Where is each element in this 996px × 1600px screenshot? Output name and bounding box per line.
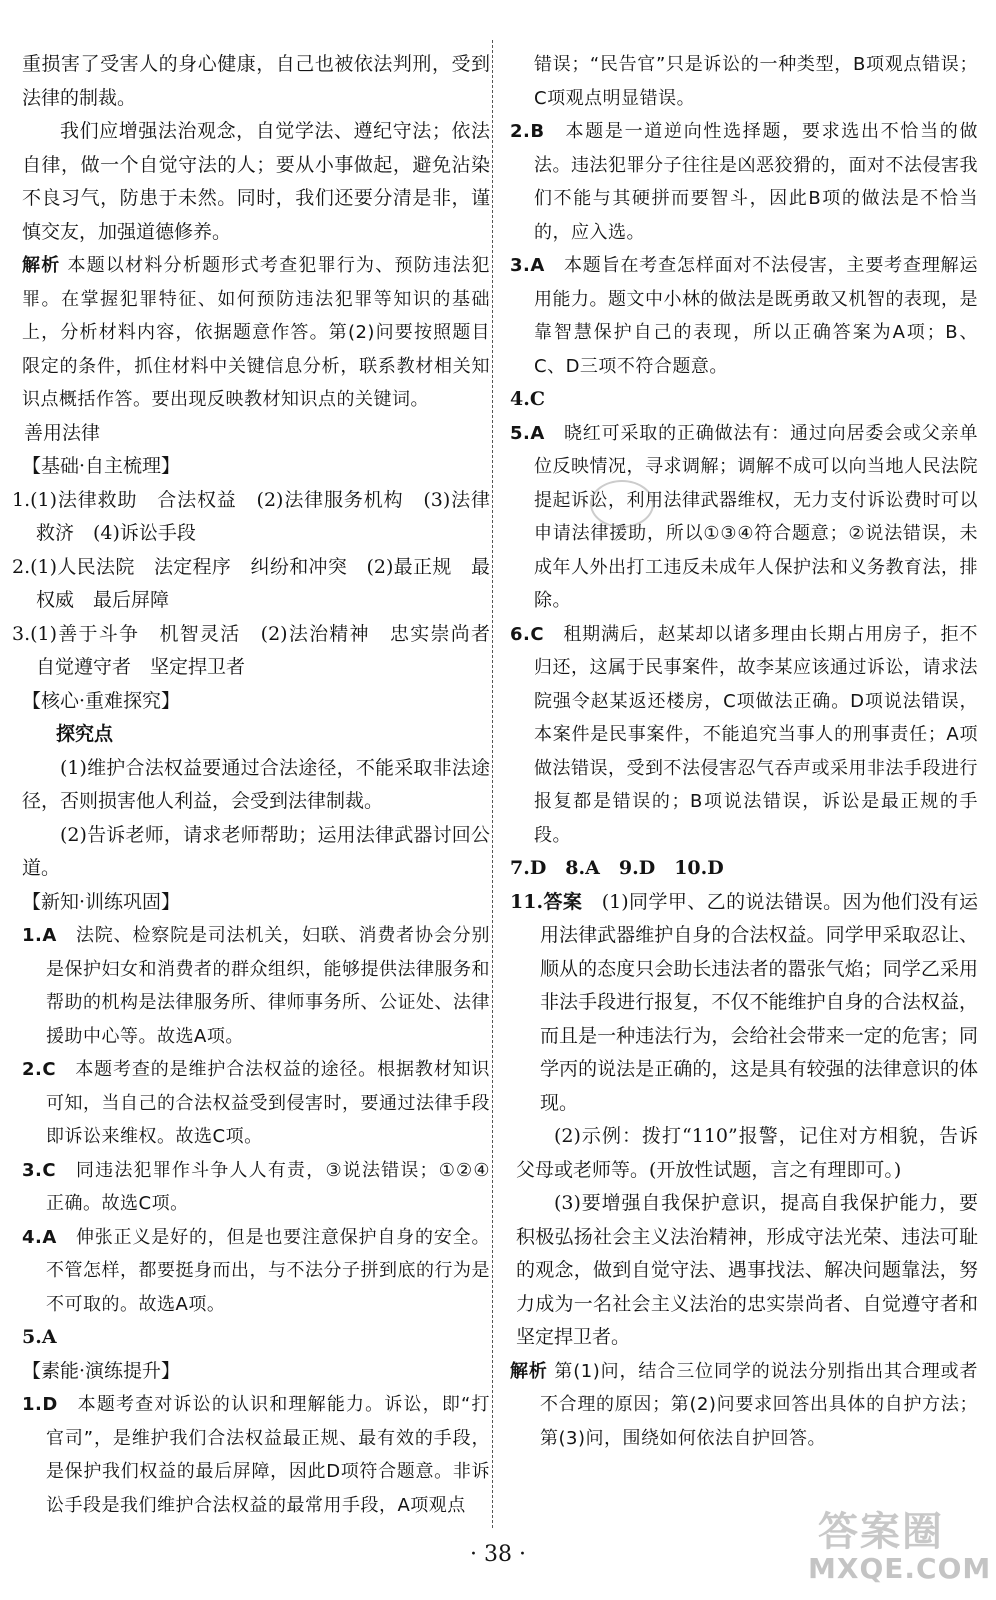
section-heading-ability: 【素能·演练提升】 <box>22 1359 181 1382</box>
item-text: 伸张正义是好的，但是也要注意保护自身的安全。不管怎样，都要挺身而出，与不法分子拼到底的行为是不可取的。故选A项。 <box>46 1226 490 1315</box>
item-text: 晓红可采取的正确做法有：通过向居委会或父亲单位反映情况，寻求调解；调解不成可以向当地人民法院提起诉讼，利用法律武器维权，无力支付诉讼费时可以申请法律援助，所以①③④符合题意；②说法错误，未成年人外出打工违反未成年人保护法和义务教育法，排除。 <box>534 422 978 611</box>
ability-item-6 <box>510 618 978 853</box>
section-heading-core: 【核心·重难探究】 <box>22 689 181 712</box>
left-column <box>12 48 510 1522</box>
ability-item-3 <box>510 249 978 383</box>
answer-continuation: 重损害了受害人的身心健康，自己也被依法判刑，受到法律的制裁。 <box>22 53 490 109</box>
lesson-title: 善用法律 <box>24 421 101 444</box>
item-number: 6.C <box>510 623 545 645</box>
item-number: 11. <box>510 890 544 913</box>
explore-answer-1: (1)维护合法权益要通过合法途径，不能采取非法途径，否则损害他人利益，会受到法律制裁。 <box>22 756 490 812</box>
practice-item-4 <box>22 1221 490 1322</box>
analysis-block <box>22 249 490 417</box>
analysis-text: 第(1)问，结合三位同学的说法分别指出其合理或者不合理的原因；第(2)问要求回答出具体的自护方法；第(3)问，围绕如何依法自护回答。 <box>540 1360 978 1449</box>
item-text: 本题考查的是维护合法权益的途径。根据教材知识可知，当自己的合法权益受到侵害时，要通过法律手段即诉讼来维权。故选C项。 <box>46 1059 490 1147</box>
item-text: 租期满后，赵某却以诸多理由长期占用房子，拒不归还，这属于民事案件，故李某应该通过诉讼，请求法院强令赵某返还楼房，C项做法正确。D项说法错误，本案件是民事案件，不能追究当事人的刑事责任；A项做法错误，受到不法侵害忍气吞声或采用非法手段进行报复都是错误的；B项说法错误，诉讼是最正规的手段。 <box>534 623 978 846</box>
section-heading-basic: 【基础·自主梳理】 <box>22 455 181 477</box>
item-text: 同违法犯罪作斗争人人有责，③说法错误；①②④正确。故选C项。 <box>46 1159 491 1214</box>
basic-item-3: 3.(1)善于斗争 机智灵活 (2)法治精神 忠实崇尚者 自觉遵守者 坚定捍卫者 <box>12 622 510 678</box>
answer-paragraph: 我们应增强法治观念，自觉学法、遵纪守法；依法自律，做一个自觉守法的人；要从小事做起，避免沾染不良习气，防患于未然。同时，我们还要分清是非，谨慎交友，加强道德修养。 <box>22 120 490 243</box>
answer-label: 答案 <box>543 890 583 913</box>
section-heading-practice: 【新知·训练巩固】 <box>22 890 181 913</box>
analysis-label: 解析 <box>510 1360 548 1382</box>
analysis-text: 本题以材料分析题形式考查犯罪行为、预防违法犯罪。在掌握犯罪特征、如何预防违法犯罪等知识的基础上，分析材料内容，依据题意作答。第(2)问要按照题目限定的条件，抓住材料中关键信息分析，联系教材相关知识点概括作答。要出现反映教材知识点的关键词。 <box>22 255 490 410</box>
item-11-part-2: (2)示例：拨打“110”报警，记住对方相貌，告诉父母或老师等。(开放性试题，言之有理即可。) <box>516 1125 978 1181</box>
item-number: 2.B <box>510 121 545 142</box>
page-number: · 38 · <box>470 1542 526 1567</box>
explore-answer-2: (2)告诉老师，请求老师帮助；运用法律武器讨回公道。 <box>22 823 490 879</box>
ability-items-7-10: 7.D 8.A 9.D 10.D <box>510 857 724 879</box>
basic-item-1: 1.(1)法律救助 合法权益 (2)法律服务机构 (3)法律救济 (4)诉讼手段 <box>12 488 490 544</box>
item-text: 本题是一道逆向性选择题，要求选出不恰当的做法。违法犯罪分子往往是凶恶狡猾的，面对不法侵害我们不能与其硬拼而要智斗，因此B项的做法是不恰当的，应入选。 <box>534 121 979 243</box>
analysis-block-right <box>510 1355 978 1456</box>
item-number: 1.D <box>22 1394 58 1415</box>
item-number: 5.A <box>510 422 545 444</box>
item-number: 3.A <box>510 255 545 276</box>
column-divider <box>492 40 493 1528</box>
item-number: 4.A <box>22 1226 57 1248</box>
item-text: 法院、检察院是司法机关，妇联、消费者协会分别是保护妇女和消费者的群众组织，能够提供法律服务和帮助的机构是法律服务所、律师事务所、公证处、法律援助中心等。故选A项。 <box>46 925 490 1047</box>
item-text: (1)同学甲、乙的说法错误。因为他们没有运用法律武器维护自身的合法权益。同学甲采取忍让、顺从的态度只会助长违法者的嚣张气焰；同学乙采用非法手段进行报复，不仅不能维护自身的合法权益，而且是一种违法行为，会给社会带来一定的危害；同学丙的说法是正确的，这是具有较强的法律意识的体现。 <box>540 890 978 1114</box>
ability-item-4: 4.C <box>510 388 545 410</box>
practice-item-1 <box>22 919 490 1053</box>
item-number: 1.A <box>22 925 57 946</box>
ability-item-1 <box>22 1388 490 1522</box>
item-number: 3.C <box>22 1159 57 1181</box>
item-text: 本题考查对诉讼的认识和理解能力。诉讼，即“打官司”，是维护我们合法权益最正规、最有效的手段，是保护我们权益的最后屏障，因此D项符合题意。非诉讼手段是我们维护合法权益的最常用手段，A项观点 <box>46 1394 491 1516</box>
practice-item-3 <box>22 1154 490 1221</box>
practice-item-5: 5.A <box>22 1326 57 1348</box>
watermark-brand: 答案圈 <box>818 1509 944 1555</box>
item-number: 2.C <box>22 1059 57 1080</box>
ability-item-11 <box>510 886 978 1121</box>
watermark-logo <box>800 1500 992 1590</box>
explore-point-title: 探究点 <box>56 723 114 745</box>
item-11-part-3: (3)要增强自我保护意识，提高自我保护能力，要积极弘扬社会主义法治精神，形成守法光荣、违法可耻的观念，做到自觉守法、遇事找法、解决问题靠法，努力成为一名社会主义法治的忠实崇尚者、自觉遵守者和坚定捍卫者。 <box>516 1192 978 1348</box>
ability-item-2 <box>510 115 978 249</box>
ability-item-5 <box>510 417 978 618</box>
practice-item-2 <box>22 1053 490 1154</box>
ability-item-1-continuation: 错误；“民告官”只是诉讼的一种类型，B项观点错误；C项观点明显错误。 <box>534 54 978 109</box>
basic-item-2: 2.(1)人民法院 法定程序 纠纷和冲突 (2)最正规 最权威 最后屏障 <box>12 555 490 611</box>
faded-stamp-mark <box>590 480 654 528</box>
item-text: 本题旨在考查怎样面对不法侵害，主要考查理解运用能力。题文中小林的做法是既勇敢又机智的表现，是靠智慧保护自己的表现，所以正确答案为A项；B、C、D三项不符合题意。 <box>534 255 978 377</box>
analysis-label: 解析 <box>22 255 61 276</box>
watermark-domain: MXQE.COM <box>808 1552 992 1585</box>
right-column <box>510 48 978 1455</box>
